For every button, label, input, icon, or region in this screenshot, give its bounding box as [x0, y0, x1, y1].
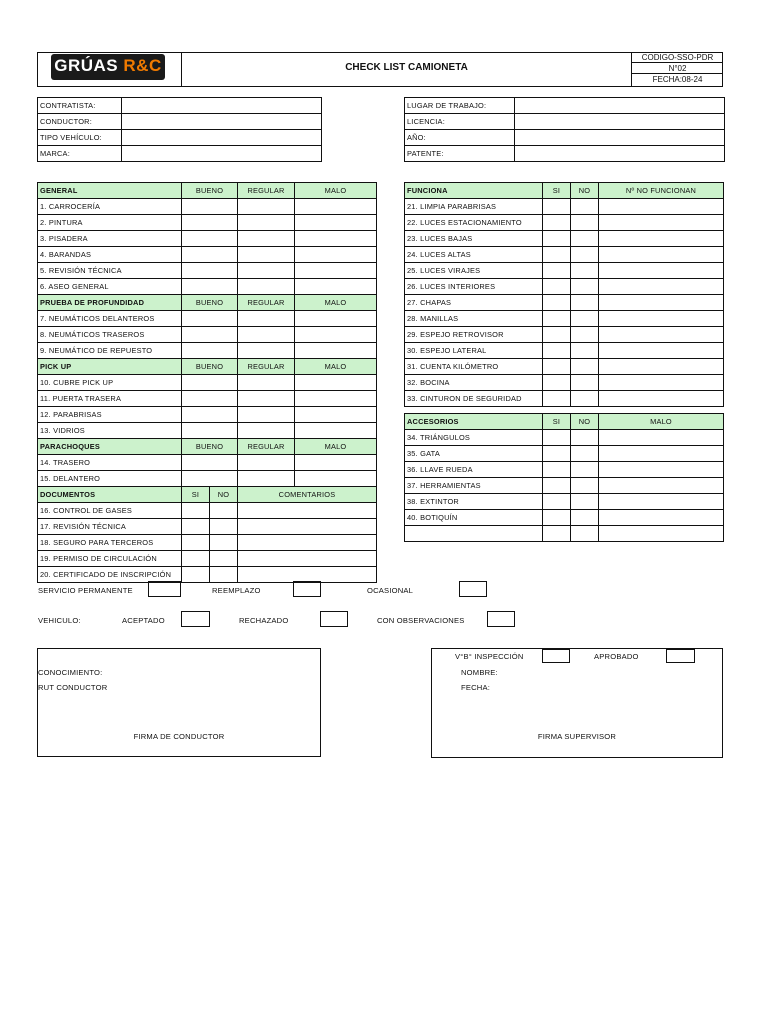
check-cell[interactable]: [295, 231, 377, 247]
check-cell[interactable]: [571, 343, 599, 359]
check-cell[interactable]: [238, 327, 295, 343]
item-label: 22. LUCES ESTACIONAMIENTO: [405, 215, 543, 231]
check-cell[interactable]: [543, 263, 571, 279]
nombre-label: NOMBRE:: [461, 668, 498, 677]
conductor-field[interactable]: [122, 114, 322, 130]
firma-conductor-label: FIRMA DE CONDUCTOR: [133, 732, 225, 741]
item-label: 10. CUBRE PICK UP: [38, 375, 182, 391]
col-malo: MALO: [295, 295, 377, 311]
contratista-field[interactable]: [122, 98, 322, 114]
check-cell[interactable]: [182, 391, 238, 407]
item-label: 30. ESPEJO LATERAL: [405, 343, 543, 359]
check-cell[interactable]: [571, 231, 599, 247]
firma-supervisor-label: FIRMA SUPERVISOR: [537, 732, 617, 741]
doc-date: FECHA:08-24: [652, 75, 703, 84]
check-cell[interactable]: [295, 199, 377, 215]
logo-text: GRÚAS: [54, 56, 119, 75]
page-title: CHECK LIST CAMIONETA: [345, 62, 468, 73]
count-cell[interactable]: [599, 279, 724, 295]
item-label: 28. MANILLAS: [405, 311, 543, 327]
item-label: 38. EXTINTOR: [405, 494, 543, 510]
fecha-label: FECHA:: [461, 683, 491, 692]
count-cell[interactable]: [599, 359, 724, 375]
check-cell[interactable]: [571, 327, 599, 343]
aprobado-label: APROBADO: [594, 652, 639, 661]
check-cell[interactable]: [543, 430, 571, 446]
check-cell[interactable]: [543, 375, 571, 391]
info-right-table: [404, 97, 725, 162]
conductor-label: CONDUCTOR:: [38, 114, 122, 130]
vehiculo-label: VEHICULO:: [38, 616, 81, 625]
accesorios-table: [404, 413, 724, 542]
count-cell[interactable]: [599, 247, 724, 263]
lugar-trabajo-label: LUGAR DE TRABAJO:: [405, 98, 515, 114]
check-cell[interactable]: [295, 343, 377, 359]
item-label: 15. DELANTERO: [38, 471, 182, 487]
logo-accent: R&C: [123, 56, 162, 75]
check-cell[interactable]: [210, 567, 238, 583]
check-cell[interactable]: [238, 471, 295, 487]
aceptado-label: ACEPTADO: [122, 616, 165, 625]
check-cell[interactable]: [543, 295, 571, 311]
col-malo: MALO: [295, 183, 377, 199]
col-no: NO: [571, 414, 599, 430]
item-label: 16. CONTROL DE GASES: [38, 503, 182, 519]
check-cell[interactable]: [571, 247, 599, 263]
patente-field[interactable]: [515, 146, 725, 162]
item-label: 20. CERTIFICADO DE INSCRIPCIÓN: [38, 567, 182, 583]
item-label: 36. LLAVE RUEDA: [405, 462, 543, 478]
reemplazo-label: REEMPLAZO: [212, 586, 261, 595]
check-cell[interactable]: [238, 375, 295, 391]
rut-conductor-label: RUT CONDUCTOR: [38, 683, 108, 692]
col-no: NO: [571, 183, 599, 199]
ocasional-label: OCASIONAL: [367, 586, 414, 595]
check-cell[interactable]: [571, 430, 599, 446]
check-cell[interactable]: [182, 375, 238, 391]
check-cell[interactable]: [599, 462, 724, 478]
reemplazo-checkbox[interactable]: [293, 581, 321, 597]
item-label: 12. PARABRISAS: [38, 407, 182, 423]
check-cell[interactable]: [543, 391, 571, 407]
count-cell[interactable]: [599, 263, 724, 279]
rechazado-checkbox[interactable]: [320, 611, 348, 627]
check-cell[interactable]: [599, 510, 724, 526]
count-cell[interactable]: [599, 199, 724, 215]
lugar-trabajo-field[interactable]: [515, 98, 725, 114]
licencia-label: LICENCIA:: [405, 114, 515, 130]
doc-code: CODIGO-SSO-PDR: [632, 52, 723, 63]
count-cell[interactable]: [599, 295, 724, 311]
check-cell[interactable]: [543, 199, 571, 215]
check-cell[interactable]: [182, 247, 238, 263]
contratista-label: CONTRATISTA:: [38, 98, 122, 114]
check-cell[interactable]: [543, 311, 571, 327]
con-observaciones-checkbox[interactable]: [487, 611, 515, 627]
check-cell[interactable]: [182, 535, 210, 551]
check-cell[interactable]: [210, 551, 238, 567]
section-parachoques-title: PARACHOQUES: [38, 439, 182, 455]
item-label: 31. CUENTA KILÓMETRO: [405, 359, 543, 375]
item-label: 7. NEUMÁTICOS DELANTEROS: [38, 311, 182, 327]
aprobado-checkbox[interactable]: [666, 649, 695, 663]
check-cell[interactable]: [543, 462, 571, 478]
check-cell[interactable]: [210, 519, 238, 535]
check-cell[interactable]: [295, 279, 377, 295]
check-cell[interactable]: [543, 279, 571, 295]
check-cell[interactable]: [295, 391, 377, 407]
check-cell[interactable]: [182, 327, 238, 343]
check-cell[interactable]: [543, 494, 571, 510]
check-cell[interactable]: [182, 279, 238, 295]
check-cell[interactable]: [571, 478, 599, 494]
funciona-table: [404, 182, 724, 407]
item-label: 6. ASEO GENERAL: [38, 279, 182, 295]
item-label: 26. LUCES INTERIORES: [405, 279, 543, 295]
col-si: SI: [543, 414, 571, 430]
check-cell[interactable]: [238, 215, 295, 231]
check-cell[interactable]: [295, 407, 377, 423]
check-cell[interactable]: [238, 423, 295, 439]
item-label: 27. CHAPAS: [405, 295, 543, 311]
check-cell[interactable]: [295, 375, 377, 391]
check-cell[interactable]: [543, 343, 571, 359]
check-cell[interactable]: [295, 247, 377, 263]
comment-cell[interactable]: [238, 551, 377, 567]
inspeccion-checkbox[interactable]: [542, 649, 570, 663]
item-label: 32. BOCINA: [405, 375, 543, 391]
section-general-title: GENERAL: [38, 183, 182, 199]
rechazado-label: RECHAZADO: [239, 616, 289, 625]
check-cell[interactable]: [543, 231, 571, 247]
col-malo: MALO: [295, 359, 377, 375]
check-cell[interactable]: [543, 215, 571, 231]
patente-label: PATENTE:: [405, 146, 515, 162]
check-cell[interactable]: [238, 199, 295, 215]
col-no: NO: [210, 487, 238, 503]
marca-field[interactable]: [122, 146, 322, 162]
item-label: [405, 526, 543, 542]
check-cell[interactable]: [182, 215, 238, 231]
check-cell[interactable]: [182, 551, 210, 567]
check-cell[interactable]: [543, 247, 571, 263]
check-cell[interactable]: [182, 407, 238, 423]
check-cell[interactable]: [571, 446, 599, 462]
count-cell[interactable]: [599, 391, 724, 407]
item-label: 13. VIDRIOS: [38, 423, 182, 439]
check-cell[interactable]: [182, 519, 210, 535]
check-cell[interactable]: [210, 535, 238, 551]
aceptado-checkbox[interactable]: [181, 611, 210, 627]
ocasional-checkbox[interactable]: [459, 581, 487, 597]
item-label: 33. CINTURON DE SEGURIDAD: [405, 391, 543, 407]
check-cell[interactable]: [543, 446, 571, 462]
item-label: 25. LUCES VIRAJES: [405, 263, 543, 279]
item-label: 17. REVISIÓN TÉCNICA: [38, 519, 182, 535]
section-documentos-title: DOCUMENTOS: [38, 487, 182, 503]
check-cell[interactable]: [182, 471, 238, 487]
check-cell[interactable]: [238, 407, 295, 423]
check-cell[interactable]: [238, 231, 295, 247]
col-bueno: BUENO: [182, 183, 238, 199]
tipo-vehiculo-field[interactable]: [122, 130, 322, 146]
check-cell[interactable]: [571, 279, 599, 295]
check-cell[interactable]: [182, 311, 238, 327]
check-cell[interactable]: [599, 446, 724, 462]
supervisor-signature-box[interactable]: [431, 648, 723, 758]
check-cell[interactable]: [182, 503, 210, 519]
item-label: 29. ESPEJO RETROVISOR: [405, 327, 543, 343]
check-cell[interactable]: [543, 478, 571, 494]
col-malo: MALO: [599, 414, 724, 430]
info-left-table: [37, 97, 322, 162]
check-cell[interactable]: [295, 471, 377, 487]
check-cell[interactable]: [295, 455, 377, 471]
check-cell[interactable]: [238, 263, 295, 279]
check-cell[interactable]: [238, 343, 295, 359]
check-cell[interactable]: [543, 359, 571, 375]
check-cell[interactable]: [543, 526, 571, 542]
check-cell[interactable]: [238, 247, 295, 263]
conocimiento-label: CONOCIMIENTO:: [38, 668, 103, 677]
comment-cell[interactable]: [238, 535, 377, 551]
check-cell[interactable]: [238, 279, 295, 295]
check-cell[interactable]: [182, 567, 210, 583]
con-observaciones-label: CON OBSERVACIONES: [377, 616, 465, 625]
item-label: 37. HERRAMIENTAS: [405, 478, 543, 494]
check-cell[interactable]: [571, 391, 599, 407]
check-cell[interactable]: [295, 327, 377, 343]
check-cell[interactable]: [571, 263, 599, 279]
col-no-funcionan: Nº NO FUNCIONAN: [599, 183, 724, 199]
check-cell[interactable]: [571, 526, 599, 542]
item-label: 34. TRIÁNGULOS: [405, 430, 543, 446]
count-cell[interactable]: [599, 215, 724, 231]
count-cell[interactable]: [599, 327, 724, 343]
company-logo: [51, 54, 165, 80]
marca-label: MARCA:: [38, 146, 122, 162]
inspeccion-label: V°B° INSPECCIÓN: [455, 652, 524, 661]
tipo-vehiculo-label: TIPO VEHÍCULO:: [38, 130, 122, 146]
check-cell[interactable]: [599, 430, 724, 446]
item-label: 2. PINTURA: [38, 215, 182, 231]
check-cell[interactable]: [599, 494, 724, 510]
check-cell[interactable]: [295, 423, 377, 439]
item-label: 4. BARANDAS: [38, 247, 182, 263]
item-label: 19. PERMISO DE CIRCULACIÓN: [38, 551, 182, 567]
check-cell[interactable]: [295, 263, 377, 279]
col-malo: MALO: [295, 439, 377, 455]
check-cell[interactable]: [295, 215, 377, 231]
item-label: 40. BOTIQUÍN: [405, 510, 543, 526]
col-regular: REGULAR: [238, 183, 295, 199]
item-label: 18. SEGURO PARA TERCEROS: [38, 535, 182, 551]
item-label: 24. LUCES ALTAS: [405, 247, 543, 263]
check-cell[interactable]: [182, 423, 238, 439]
comment-cell[interactable]: [238, 503, 377, 519]
left-checklist-table: [37, 182, 377, 583]
count-cell[interactable]: [599, 343, 724, 359]
check-cell[interactable]: [182, 199, 238, 215]
licencia-field[interactable]: [515, 114, 725, 130]
check-cell[interactable]: [295, 311, 377, 327]
col-bueno: BUENO: [182, 439, 238, 455]
count-cell[interactable]: [599, 375, 724, 391]
check-cell[interactable]: [571, 359, 599, 375]
item-label: 9. NEUMÁTICO DE REPUESTO: [38, 343, 182, 359]
check-cell[interactable]: [182, 231, 238, 247]
item-label: 35. GATA: [405, 446, 543, 462]
count-cell[interactable]: [599, 311, 724, 327]
item-label: 23. LUCES BAJAS: [405, 231, 543, 247]
section-funciona-title: FUNCIONA: [405, 183, 543, 199]
check-cell[interactable]: [571, 295, 599, 311]
check-cell[interactable]: [182, 343, 238, 359]
anio-label: AÑO:: [405, 130, 515, 146]
item-label: 11. PUERTA TRASERA: [38, 391, 182, 407]
check-cell[interactable]: [599, 526, 724, 542]
col-regular: REGULAR: [238, 439, 295, 455]
check-cell[interactable]: [543, 327, 571, 343]
check-cell[interactable]: [571, 215, 599, 231]
check-cell[interactable]: [238, 455, 295, 471]
check-cell[interactable]: [571, 462, 599, 478]
check-cell[interactable]: [599, 478, 724, 494]
doc-number: N°02: [632, 63, 723, 74]
col-regular: REGULAR: [238, 359, 295, 375]
check-cell[interactable]: [182, 455, 238, 471]
servicio-permanente-label: SERVICIO PERMANENTE: [38, 586, 133, 595]
item-label: 21. LIMPIA PARABRISAS: [405, 199, 543, 215]
col-bueno: BUENO: [182, 359, 238, 375]
section-pickup-title: PICK UP: [38, 359, 182, 375]
check-cell[interactable]: [571, 199, 599, 215]
item-label: 3. PISADERA: [38, 231, 182, 247]
col-bueno: BUENO: [182, 295, 238, 311]
item-label: 1. CARROCERÍA: [38, 199, 182, 215]
item-label: 14. TRASERO: [38, 455, 182, 471]
comment-cell[interactable]: [238, 519, 377, 535]
check-cell[interactable]: [543, 510, 571, 526]
servicio-permanente-checkbox[interactable]: [148, 581, 181, 597]
anio-field[interactable]: [515, 130, 725, 146]
check-cell[interactable]: [210, 503, 238, 519]
col-si: SI: [182, 487, 210, 503]
section-prueba-title: PRUEBA DE PROFUNDIDAD: [38, 295, 182, 311]
section-accesorios-title: ACCESORIOS: [405, 414, 543, 430]
check-cell[interactable]: [238, 391, 295, 407]
item-label: 5. REVISIÓN TÉCNICA: [38, 263, 182, 279]
count-cell[interactable]: [599, 231, 724, 247]
col-regular: REGULAR: [238, 295, 295, 311]
item-label: 8. NEUMÁTICOS TRASEROS: [38, 327, 182, 343]
check-cell[interactable]: [571, 375, 599, 391]
check-cell[interactable]: [571, 494, 599, 510]
col-comentarios: COMENTARIOS: [238, 487, 377, 503]
check-cell[interactable]: [238, 311, 295, 327]
check-cell[interactable]: [182, 263, 238, 279]
check-cell[interactable]: [571, 510, 599, 526]
check-cell[interactable]: [571, 311, 599, 327]
col-si: SI: [543, 183, 571, 199]
